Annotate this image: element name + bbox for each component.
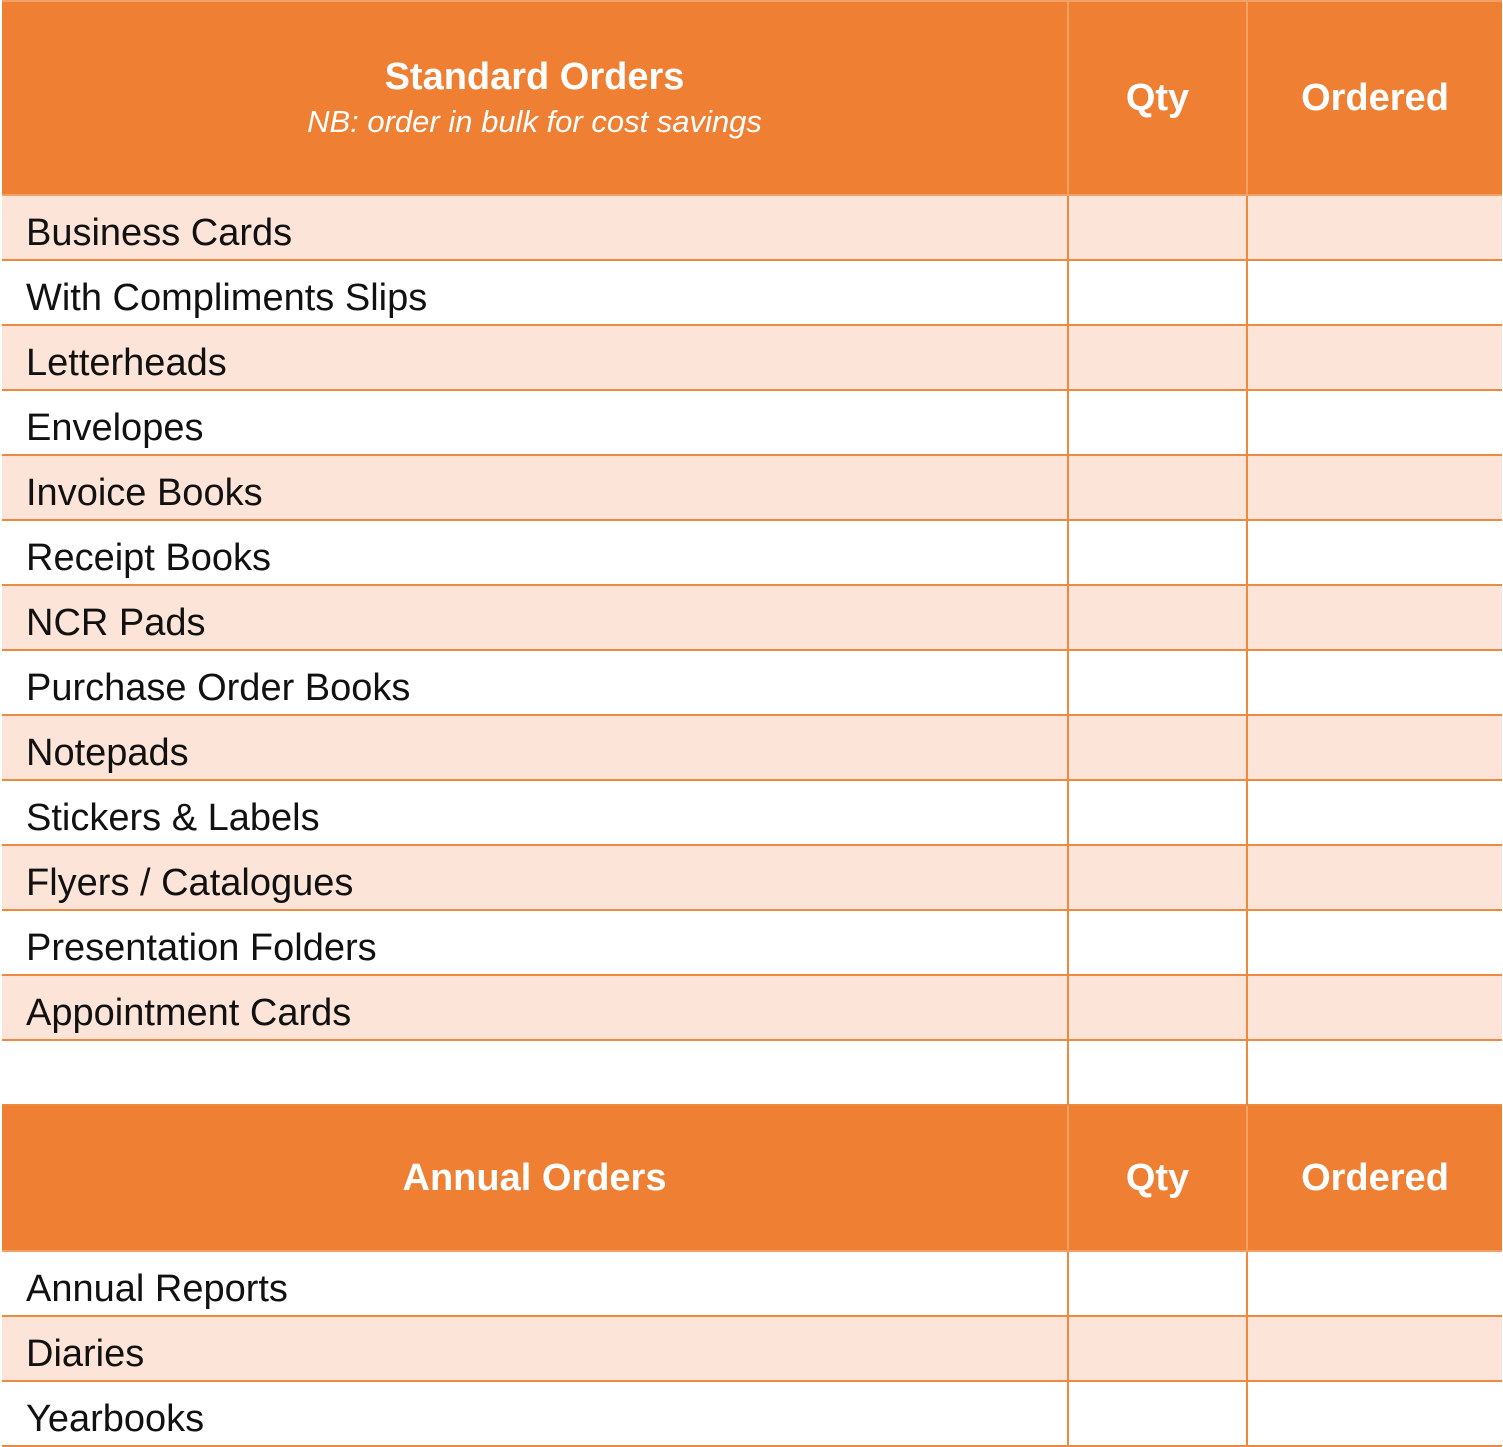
annual-orders-title: Annual Orders [402,1157,667,1199]
table-row [2,455,1502,520]
table-row [2,845,1502,910]
item-name: Appointment Cards [2,975,1068,1040]
annual-orders-heading-cell [2,1105,1068,1251]
annual-qty-header: Qty [1068,1105,1247,1251]
item-name: Flyers / Catalogues [2,845,1068,910]
standard-ordered-header: Ordered [1247,1,1502,195]
qty-cell[interactable] [1068,910,1247,975]
standard-orders-title: Standard Orders [384,56,685,98]
item-name: Letterheads [2,325,1068,390]
qty-cell[interactable] [1068,455,1247,520]
qty-cell[interactable] [1068,845,1247,910]
table-row [2,1381,1502,1446]
ordered-cell[interactable] [1247,910,1502,975]
ordered-cell[interactable] [1247,650,1502,715]
qty-cell[interactable] [1068,260,1247,325]
standard-qty-header: Qty [1068,1,1247,195]
ordered-cell[interactable] [1247,455,1502,520]
item-name: Invoice Books [2,455,1068,520]
ordered-cell[interactable] [1247,715,1502,780]
item-name: Yearbooks [2,1381,1068,1446]
item-name[interactable] [2,1040,1068,1105]
table-row [2,325,1502,390]
item-name: Notepads [2,715,1068,780]
annual-orders-header [2,1105,1502,1251]
item-name: With Compliments Slips [2,260,1068,325]
ordered-cell[interactable] [1247,260,1502,325]
qty-cell[interactable] [1068,1251,1247,1316]
item-name: Annual Reports [2,1251,1068,1316]
item-name: Stickers & Labels [2,780,1068,845]
item-name: Envelopes [2,390,1068,455]
standard-orders-subtitle: NB: order in bulk for cost savings [307,104,762,139]
ordered-cell[interactable] [1247,1040,1502,1105]
qty-cell[interactable] [1068,715,1247,780]
qty-cell[interactable] [1068,195,1247,260]
ordered-cell[interactable] [1247,1316,1502,1381]
qty-cell[interactable] [1068,390,1247,455]
item-name: Diaries [2,1316,1068,1381]
item-name: Purchase Order Books [2,650,1068,715]
item-name: Business Cards [2,195,1068,260]
ordered-cell[interactable] [1247,975,1502,1040]
item-name: Receipt Books [2,520,1068,585]
table-row [2,390,1502,455]
ordered-cell[interactable] [1247,1381,1502,1446]
qty-cell[interactable] [1068,1040,1247,1105]
table-row [2,1316,1502,1381]
table-row [2,520,1502,585]
qty-cell[interactable] [1068,650,1247,715]
qty-cell[interactable] [1068,585,1247,650]
standard-orders-header [2,1,1502,195]
table-row [2,715,1502,780]
ordered-cell[interactable] [1247,585,1502,650]
table-row-blank [2,1040,1502,1105]
table-row [2,780,1502,845]
ordered-cell[interactable] [1247,390,1502,455]
qty-cell[interactable] [1068,1316,1247,1381]
ordered-cell[interactable] [1247,780,1502,845]
annual-ordered-header: Ordered [1247,1105,1502,1251]
ordered-cell[interactable] [1247,1251,1502,1316]
table-row [2,260,1502,325]
table-row [2,585,1502,650]
table-row [2,910,1502,975]
qty-cell[interactable] [1068,520,1247,585]
table-row [2,975,1502,1040]
item-name: Presentation Folders [2,910,1068,975]
ordered-cell[interactable] [1247,845,1502,910]
item-name: NCR Pads [2,585,1068,650]
qty-cell[interactable] [1068,325,1247,390]
standard-orders-heading-cell [2,1,1068,195]
ordered-cell[interactable] [1247,325,1502,390]
qty-cell[interactable] [1068,975,1247,1040]
order-form-table [2,0,1502,1447]
table-row [2,195,1502,260]
qty-cell[interactable] [1068,780,1247,845]
ordered-cell[interactable] [1247,520,1502,585]
table-row [2,1251,1502,1316]
qty-cell[interactable] [1068,1381,1247,1446]
ordered-cell[interactable] [1247,195,1502,260]
table-row [2,650,1502,715]
